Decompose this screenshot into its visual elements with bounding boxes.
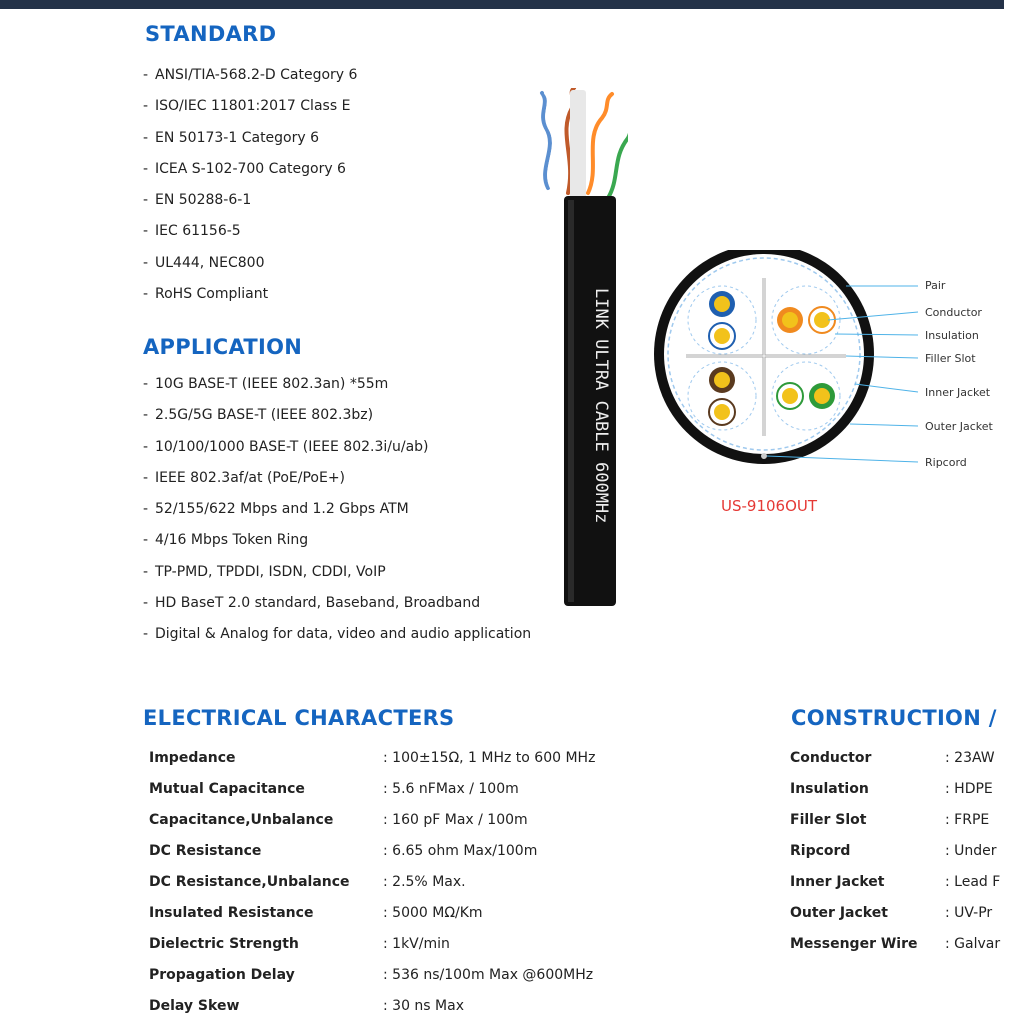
spec-label: DC Resistance,Unbalance [149,874,350,890]
spec-value: : 23AW [945,743,995,774]
spec-label: Messenger Wire [790,936,918,952]
spec-value: : UV-Pr [945,898,992,929]
label-insulation: Insulation [925,329,979,342]
label-ripcord: Ripcord [925,456,967,469]
label-conductor: Conductor [925,306,982,319]
spec-label: Insulation [790,781,869,797]
spec-value: : 160 pF Max / 100m [383,805,528,836]
table-row [790,836,1004,867]
table-row [790,898,1004,929]
spec-value: : FRPE [945,805,989,836]
spec-value: : HDPE [945,774,993,805]
spec-label: Delay Skew [149,998,240,1014]
spec-label: Insulated Resistance [149,905,314,921]
spec-value: : 6.65 ohm Max/100m [383,836,537,867]
list-item: - EN 50173-1 Category 6 [143,123,357,154]
label-inner-jacket: Inner Jacket [925,386,991,399]
spec-label: Propagation Delay [149,967,295,983]
spec-label: DC Resistance [149,843,262,859]
table-row [790,929,1004,960]
application-heading: APPLICATION [143,335,303,359]
label-filler-slot: Filler Slot [925,352,976,365]
list-item: - HD BaseT 2.0 standard, Baseband, Broadband [143,588,531,619]
list-item: - 10/100/1000 BASE-T (IEEE 802.3i/u/ab) [143,432,531,463]
spec-value: : 5000 MΩ/Km [383,898,483,929]
electrical-heading: ELECTRICAL CHARACTERS [143,706,455,730]
standard-heading: STANDARD [145,22,277,46]
list-item: - 52/155/622 Mbps and 1.2 Gbps ATM [143,494,531,525]
construction-spec-table [790,743,1004,960]
spec-label: Dielectric Strength [149,936,299,952]
spec-value: : 30 ns Max [383,991,464,1022]
spec-value: : 1kV/min [383,929,450,960]
spec-label: Outer Jacket [790,905,888,921]
spec-value: : Galvar [945,929,1000,960]
table-row [790,805,1004,836]
list-item: - Digital & Analog for data, video and audio application [143,619,531,650]
spec-value: : Under [945,836,997,867]
spec-value: : 536 ns/100m Max @600MHz [383,960,593,991]
table-row [790,743,1004,774]
spec-value: : 5.6 nFMax / 100m [383,774,519,805]
spec-label: Ripcord [790,843,851,859]
cable-print-text: LINK ULTRA CABLE 600MHz [591,288,611,524]
list-item: - 4/16 Mbps Token Ring [143,525,531,556]
construction-heading: CONSTRUCTION / [791,706,997,730]
list-item: - ISO/IEC 11801:2017 Class E [143,91,357,122]
spec-label: Inner Jacket [790,874,885,890]
model-number: US-9106OUT [721,497,818,515]
table-row [790,774,1004,805]
label-outer-jacket: Outer Jacket [925,420,993,433]
list-item: - EN 50288-6-1 [143,185,357,216]
spec-label: Impedance [149,750,236,766]
list-item: - IEEE 802.3af/at (PoE/PoE+) [143,463,531,494]
spec-label: Filler Slot [790,812,867,828]
spec-value: : 2.5% Max. [383,867,466,898]
spec-value: : Lead F [945,867,1000,898]
list-item: - 10G BASE-T (IEEE 802.3an) *55m [143,369,531,400]
list-item: - TP-PMD, TPDDI, ISDN, CDDI, VoIP [143,557,531,588]
label-pair: Pair [925,279,946,292]
list-item: - RoHS Compliant [143,279,357,310]
spec-label: Mutual Capacitance [149,781,305,797]
list-item: - IEC 61156-5 [143,216,357,247]
spec-value: : 100±15Ω, 1 MHz to 600 MHz [383,743,595,774]
spec-label: Conductor [790,750,872,766]
list-item: - ANSI/TIA-568.2-D Category 6 [143,60,357,91]
list-item: - ICEA S-102-700 Category 6 [143,154,357,185]
spec-label: Capacitance,Unbalance [149,812,334,828]
list-item: - UL444, NEC800 [143,248,357,279]
list-item: - 2.5G/5G BASE-T (IEEE 802.3bz) [143,400,531,431]
table-row [790,867,1004,898]
